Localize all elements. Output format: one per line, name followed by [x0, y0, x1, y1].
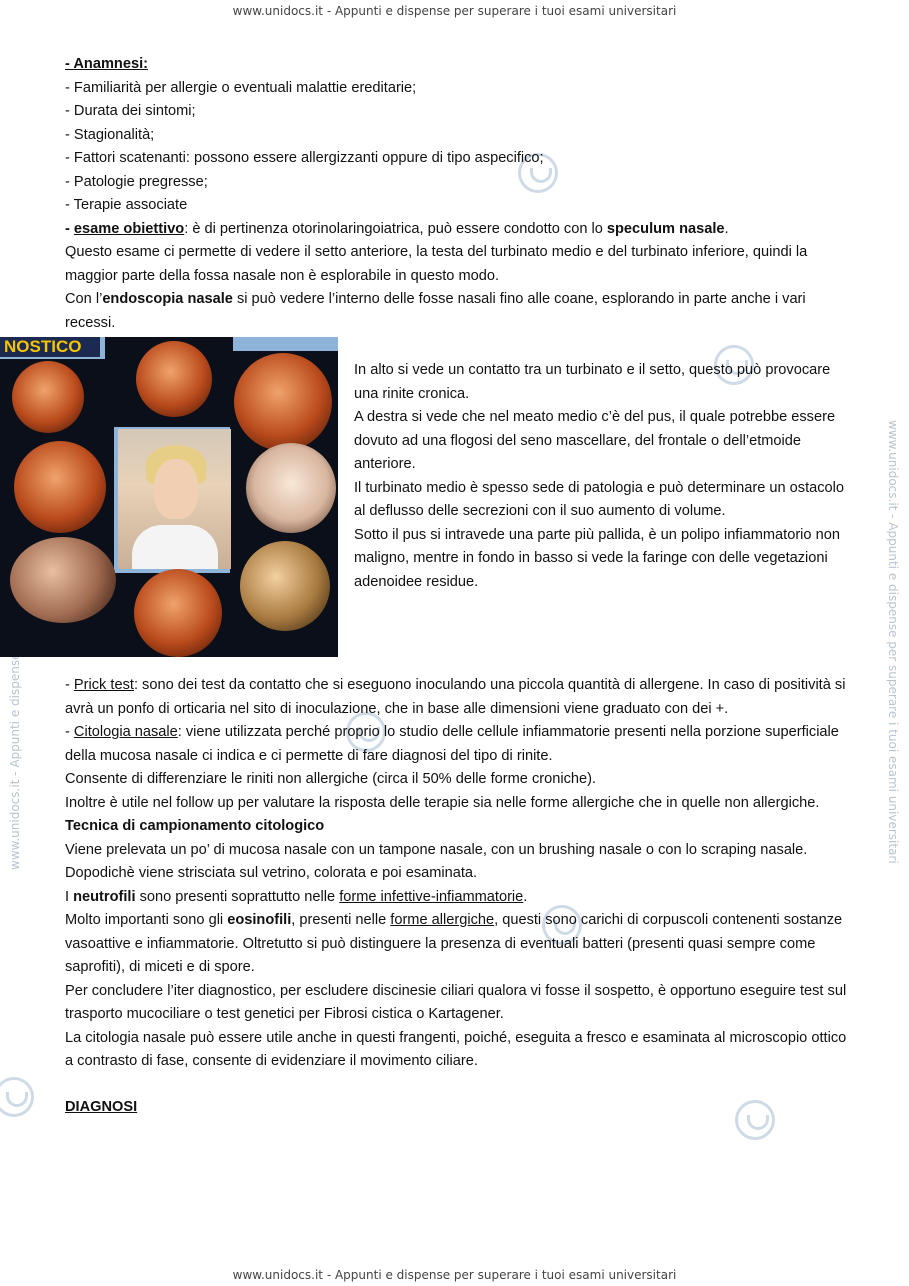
eosinofili-paragraph: Molto importanti sono gli eosinofili, presenti nelle forme allergiche, questi sono carichi di corpuscoli contenenti sostanze vasoattive e infiammatorie. Oltretutto si può distinguere la presenza di eventuali batteri (presenti quasi sempre come saprofiti), di miceti e di spore.	[65, 912, 843, 975]
forme-allergiche-term: forme allergiche	[390, 912, 495, 928]
neutrofili-paragraph: I neutrofili sono presenti soprattutto nelle forme infettive-infiammatorie.	[65, 888, 528, 905]
endoscopia-term: endoscopia nasale	[102, 291, 233, 307]
citologia-term: Citologia nasale	[73, 724, 178, 740]
diagnosi-title: DIAGNOSI	[65, 1098, 138, 1115]
caption-paragraph: Il turbinato medio è spesso sede di patologia e può determinare un ostacolo al deflusso delle secrezioni con il suo aumento di volume.	[354, 479, 845, 519]
anamnesi-item: - Patologie pregresse;	[65, 173, 208, 190]
eosinofili-term: eosinofili	[227, 912, 292, 928]
caption-paragraph: In alto si vede un contatto tra un turbinato e il setto, questo può provocare una rinite cronica.	[354, 362, 831, 402]
watermark-logo-icon	[0, 1077, 34, 1117]
tecnica-paragraph-2: Dopodichè viene strisciata sul vetrino, colorata e poi esaminata.	[65, 865, 478, 881]
esame-obiettivo-term: esame obiettivo	[73, 220, 185, 237]
tecnica-subtitle: Tecnica di campionamento citologico	[65, 818, 325, 834]
citologia-fresco-paragraph: La citologia nasale può essere utile anche in questi frangenti, poiché, eseguita a fresco e esaminata al microscopio ottico a contrasto di fase, consente di evidenziare il movimento ciliare.	[65, 1029, 847, 1069]
citologia-paragraph: - Citologia nasale: viene utilizzata perché proprio lo studio delle cellule infiammatorie presenti nella porzione superficiale della mucosa nasale ci indica e ci permette di fare diagnosi del tipo di rinite.	[65, 724, 839, 764]
neutrofili-term: neutrofili	[73, 888, 136, 905]
citologia-paragraph-3: Inoltre è utile nel follow up per valutare la risposta delle terapie sia nelle forme allergiche che in quelle non allergiche.	[65, 794, 820, 811]
anamnesi-item: - Terapie associate	[65, 197, 188, 213]
figure-section	[0, 337, 855, 670]
esame-paragraph-2: Questo esame ci permette di vedere il setto anteriore, la testa del turbinato medio e del turbinato inferiore, quindi la maggior parte della fossa nasale non è esplorabile in questo modo.	[65, 244, 808, 284]
anamnesi-item: - Stagionalità;	[65, 126, 155, 143]
image-banner: NOSTICO	[0, 337, 100, 357]
document-body	[4, 53, 855, 1119]
esame-obiettivo-paragraph: - esame obiettivo: è di pertinenza otorinolaringoiatrica, può essere condotto con lo speculum nasale.	[65, 220, 729, 237]
tecnica-paragraph-1: Viene prelevata un po’ di mucosa nasale con un tampone nasale, con un brushing nasale o con lo scraping nasale.	[65, 841, 808, 858]
caption-paragraph: Sotto il pus si intravede una parte più pallida, è un polipo infiammatorio non maligno, mentre in fondo in basso si vede la faringe con delle vegetazioni adenoidee residue.	[354, 526, 840, 590]
anamnesi-item: - Fattori scatenanti: possono essere allergizzanti oppure di tipo aspecifico;	[65, 150, 544, 166]
endoscopy-image	[0, 337, 338, 657]
endoscopia-paragraph: Con l’endoscopia nasale si può vedere l’interno delle fosse nasali fino alle coane, esplorando in parte anche i vari recessi.	[65, 291, 806, 331]
iter-diagnostico-paragraph: Per concludere l’iter diagnostico, per escludere discinesie ciliari qualora vi fosse il sospetto, è opportuno eseguire test sul trasporto mucociliare o test genetici per Fibrosi cistica o Kartagener.	[65, 982, 847, 1022]
speculum-term: speculum nasale	[606, 220, 725, 237]
anamnesi-item: - Durata dei sintomi;	[65, 103, 196, 119]
side-watermark-right: www.unidocs.it - Appunti e dispense per superare i tuoi esami universitari	[886, 420, 900, 864]
anamnesi-title: - Anamnesi:	[65, 56, 148, 72]
anamnesi-item: - Familiarità per allergie o eventuali malattie ereditarie;	[65, 79, 417, 96]
forme-infettive-term: forme infettive-infiammatorie	[339, 888, 524, 905]
prick-test-paragraph: - Prick test: sono dei test da contatto che si eseguono inoculando una piccola quantità di allergene. In caso di positività si avrà un ponfo di orticaria nel sito di inoculazione, che in base alle dimensioni viene graduato con dei +.	[65, 677, 846, 717]
page-header-watermark: www.unidocs.it - Appunti e dispense per superare i tuoi esami universitari	[232, 4, 677, 18]
page-footer-watermark: www.unidocs.it - Appunti e dispense per superare i tuoi esami universitari	[232, 1268, 677, 1282]
figure-caption	[354, 359, 854, 594]
prick-test-term: Prick test	[73, 677, 134, 693]
caption-paragraph: A destra si vede che nel meato medio c’è del pus, il quale potrebbe essere dovuto ad una flogosi del seno mascellare, del frontale o dell’etmoide anteriore.	[354, 409, 836, 472]
child-photo	[118, 429, 231, 569]
citologia-paragraph-2: Consente di differenziare le riniti non allergiche (circa il 50% delle forme croniche).	[65, 771, 597, 787]
